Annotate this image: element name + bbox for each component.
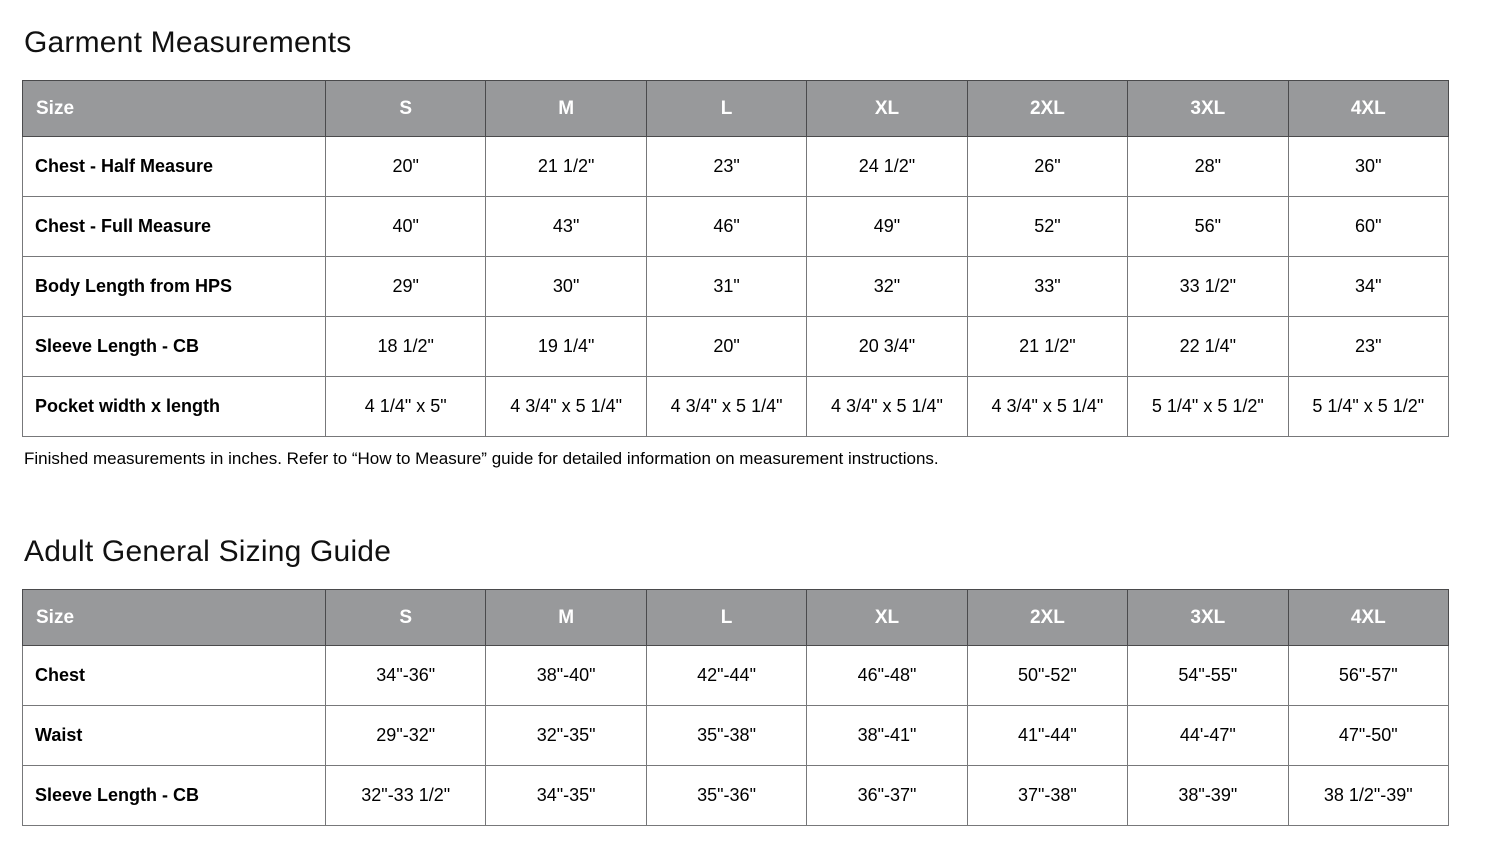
adult-sizing-guide-table <box>22 589 1449 826</box>
measurement-cell: 38"-41" <box>807 706 967 766</box>
measurement-cell: 29"-32" <box>326 706 486 766</box>
measurement-cell: 34"-36" <box>326 646 486 706</box>
measurement-cell: 4 3/4" x 5 1/4" <box>646 377 806 437</box>
table-row <box>23 197 1449 257</box>
measurement-cell: 38 1/2"-39" <box>1288 766 1448 826</box>
row-label: Waist <box>23 706 326 766</box>
column-header-4xl: 4XL <box>1288 590 1448 646</box>
table-row <box>23 317 1449 377</box>
column-header-s: S <box>326 590 486 646</box>
measurement-cell: 42"-44" <box>646 646 806 706</box>
measurement-cell: 34" <box>1288 257 1448 317</box>
measurement-cell: 23" <box>646 137 806 197</box>
table-row <box>23 377 1449 437</box>
adult-sizing-guide-title: Adult General Sizing Guide <box>24 535 392 568</box>
measurement-cell: 31" <box>646 257 806 317</box>
column-header-xl: XL <box>807 590 967 646</box>
measurement-cell: 52" <box>967 197 1127 257</box>
row-label: Chest - Half Measure <box>23 137 326 197</box>
measurement-cell: 30" <box>1288 137 1448 197</box>
measurement-cell: 32"-35" <box>486 706 646 766</box>
measurement-cell: 32" <box>807 257 967 317</box>
column-header-2xl: 2XL <box>967 81 1127 137</box>
measurement-cell: 19 1/4" <box>486 317 646 377</box>
header-row <box>23 590 1449 646</box>
measurement-cell: 46"-48" <box>807 646 967 706</box>
measurement-cell: 56" <box>1128 197 1288 257</box>
measurement-cell: 41"-44" <box>967 706 1127 766</box>
column-header-l: L <box>646 590 806 646</box>
measurement-cell: 21 1/2" <box>486 137 646 197</box>
measurement-cell: 18 1/2" <box>326 317 486 377</box>
measurement-cell: 60" <box>1288 197 1448 257</box>
measurement-cell: 24 1/2" <box>807 137 967 197</box>
measurement-cell: 33" <box>967 257 1127 317</box>
column-header-3xl: 3XL <box>1128 590 1288 646</box>
measurement-cell: 30" <box>486 257 646 317</box>
column-header-s: S <box>326 81 486 137</box>
measurement-cell: 34"-35" <box>486 766 646 826</box>
measurement-cell: 50"-52" <box>967 646 1127 706</box>
measurement-cell: 33 1/2" <box>1128 257 1288 317</box>
measurement-cell: 56"-57" <box>1288 646 1448 706</box>
row-label: Chest - Full Measure <box>23 197 326 257</box>
table-row <box>23 646 1449 706</box>
measurement-cell: 37"-38" <box>967 766 1127 826</box>
measurement-cell: 49" <box>807 197 967 257</box>
column-header-m: M <box>486 81 646 137</box>
row-label: Body Length from HPS <box>23 257 326 317</box>
measurement-cell: 21 1/2" <box>967 317 1127 377</box>
row-label: Chest <box>23 646 326 706</box>
size-column-header: Size <box>23 590 326 646</box>
measurement-cell: 20" <box>646 317 806 377</box>
measurement-cell: 4 3/4" x 5 1/4" <box>807 377 967 437</box>
measurement-cell: 26" <box>967 137 1127 197</box>
column-header-2xl: 2XL <box>967 590 1127 646</box>
column-header-4xl: 4XL <box>1288 81 1448 137</box>
column-header-3xl: 3XL <box>1128 81 1288 137</box>
adult-sizing-guide-section <box>22 535 1476 826</box>
garment-measurements-table <box>22 80 1449 437</box>
measurement-cell: 28" <box>1128 137 1288 197</box>
column-header-l: L <box>646 81 806 137</box>
table-row <box>23 706 1449 766</box>
measurement-cell: 54"-55" <box>1128 646 1288 706</box>
measurement-cell: 36"-37" <box>807 766 967 826</box>
size-column-header: Size <box>23 81 326 137</box>
measurement-cell: 38"-40" <box>486 646 646 706</box>
garment-measurements-section <box>22 26 1476 469</box>
measurement-cell: 4 3/4" x 5 1/4" <box>967 377 1127 437</box>
header-row <box>23 81 1449 137</box>
column-header-xl: XL <box>807 81 967 137</box>
measurement-cell: 20" <box>326 137 486 197</box>
measurement-cell: 4 3/4" x 5 1/4" <box>486 377 646 437</box>
row-label: Sleeve Length - CB <box>23 317 326 377</box>
row-label: Pocket width x length <box>23 377 326 437</box>
measurement-cell: 4 1/4" x 5" <box>326 377 486 437</box>
measurement-cell: 5 1/4" x 5 1/2" <box>1128 377 1288 437</box>
measurement-cell: 22 1/4" <box>1128 317 1288 377</box>
measurement-cell: 32"-33 1/2" <box>326 766 486 826</box>
measurement-cell: 46" <box>646 197 806 257</box>
row-label: Sleeve Length - CB <box>23 766 326 826</box>
measurement-cell: 40" <box>326 197 486 257</box>
measurement-cell: 38"-39" <box>1128 766 1288 826</box>
measurement-cell: 29" <box>326 257 486 317</box>
measurement-cell: 35"-38" <box>646 706 806 766</box>
section-divider-space <box>22 469 1476 535</box>
measurement-footnote: Finished measurements in inches. Refer to “How to Measure” guide for detailed information on measurement instructions. <box>24 449 939 468</box>
measurement-cell: 35"-36" <box>646 766 806 826</box>
column-header-m: M <box>486 590 646 646</box>
measurement-cell: 47"-50" <box>1288 706 1448 766</box>
measurement-cell: 5 1/4" x 5 1/2" <box>1288 377 1448 437</box>
measurement-cell: 44'-47" <box>1128 706 1288 766</box>
table-row <box>23 766 1449 826</box>
measurement-cell: 20 3/4" <box>807 317 967 377</box>
table-row <box>23 137 1449 197</box>
measurement-cell: 23" <box>1288 317 1448 377</box>
measurement-cell: 43" <box>486 197 646 257</box>
table-row <box>23 257 1449 317</box>
garment-measurements-title: Garment Measurements <box>24 26 352 59</box>
